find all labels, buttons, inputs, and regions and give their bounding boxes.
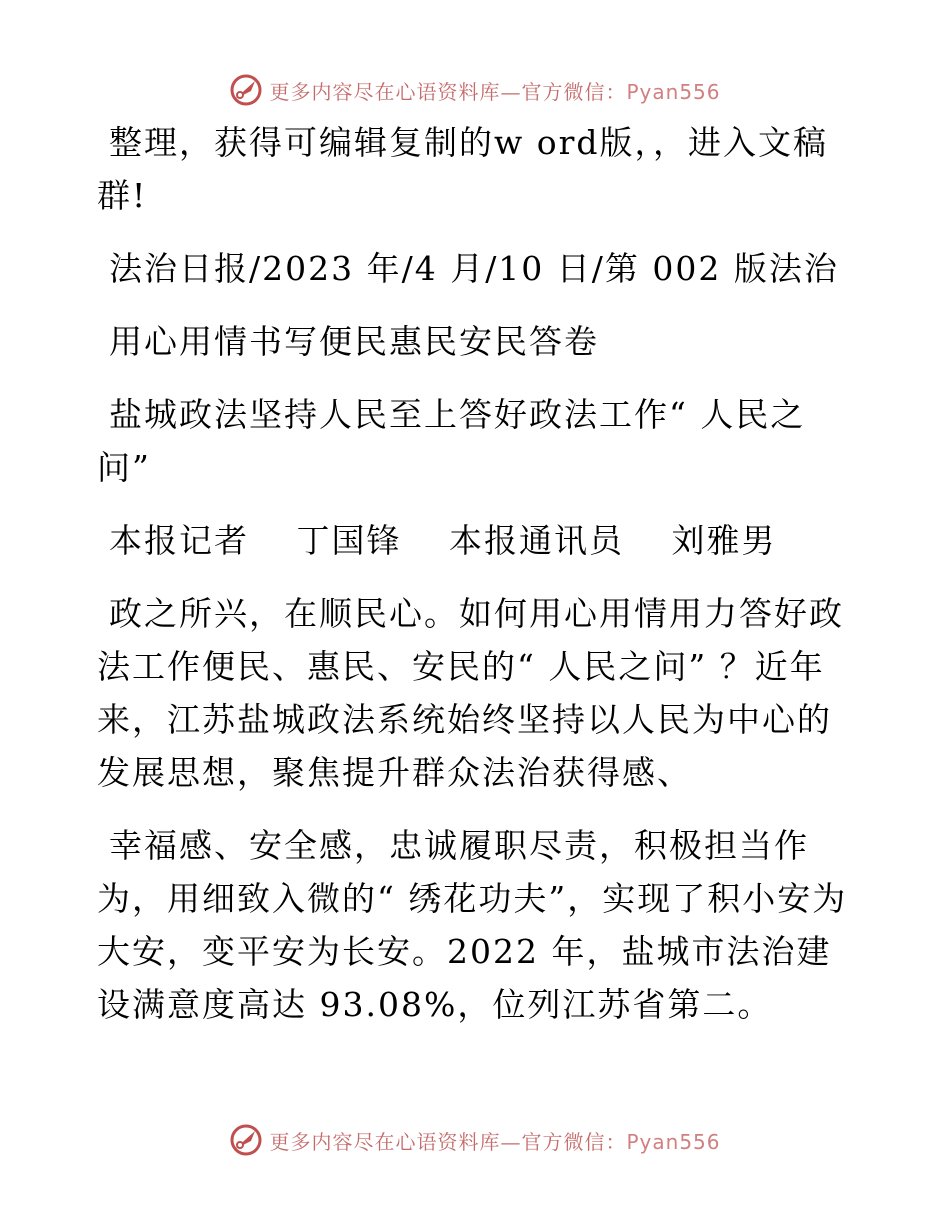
footer-watermark — [0, 1120, 950, 1160]
watermark-text: 更多内容尽在心语资料库—官方微信：Pyan556 — [269, 1129, 721, 1154]
paragraph-source: 法治日报/2023 年/4 月/10 日/第 002 版法治 — [109, 249, 839, 288]
paragraph-body-1: 政之所兴，在顺民心。如何用心用情用力答好政法工作便民、惠民、安民的“ 人民之问” ？近年来，江苏盐城政法系统始终坚持以人民为中心的发展思想，聚焦提升群众法治获得感、 — [97, 594, 844, 792]
byline: 本报记者 丁国锋 本报通讯员 刘雅男 — [109, 521, 777, 560]
paragraph-body-2: 幸福感、安全感，忠诚履职尽责，积极担当作为，用细致入微的“ 绣花功夫”，实现了积小安为大安，变平安为长安。2022 年，盐城市法治建设满意度高达 93.08%，位列江苏省第二。 — [97, 826, 848, 1024]
watermark-text: 更多内容尽在心语资料库—官方微信：Pyan556 — [269, 79, 721, 104]
document-body — [97, 116, 857, 1051]
quill-logo-icon — [229, 73, 263, 107]
paragraph-intro: 整理，获得可编辑复制的w ord版，，进入文稿群! — [97, 123, 829, 215]
header-watermark — [0, 70, 950, 110]
article-title: 用心用情书写便民惠民安民答卷 — [109, 322, 599, 361]
quill-logo-icon — [229, 1123, 263, 1157]
article-subtitle: 盐城政法坚持人民至上答好政法工作“ 人民之问” — [97, 395, 806, 487]
